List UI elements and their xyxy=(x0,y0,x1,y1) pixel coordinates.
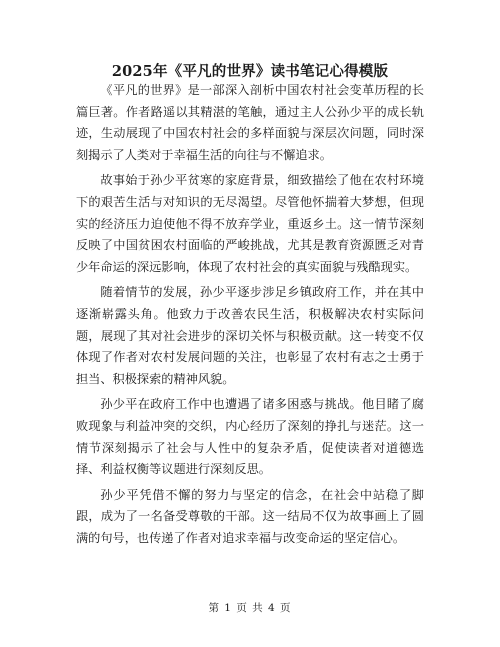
page-footer: 第 1 页 共 4 页 xyxy=(208,602,292,614)
paragraph-2: 故事始于孙少平贫寒的家庭背景，细致描绘了他在农村环境下的艰苦生活与对知识的无尽渴望。尽管他怀揣着大梦想，但现实的经济压力迫使他不得不放弃学业，重返乡土。这一情节深刻反映了中国贫困农村面临的严峻挑战，尤其是教育资源匮乏对青少年命运的深远影响，体现了农村社会的真实面貌与残酷现实。 xyxy=(76,173,424,274)
paragraph-5: 孙少平凭借不懈的努力与坚定的信念，在社会中站稳了脚跟，成为了一名备受尊敬的干部。这一结局不仅为故事画上了圆满的句号，也传递了作者对追求幸福与改变命运的坚定信心。 xyxy=(76,487,424,545)
paragraph-3: 随着情节的发展，孙少平逐步涉足乡镇政府工作，并在其中逐渐崭露头角。他致力于改善农民生活，积极解决农村实际问题，展现了其对社会进步的深切关怀与积极贡献。这一转变不仅体现了作者对农村发展问题的关注，也彰显了农村有志之士勇于担当、积极探索的精神风貌。 xyxy=(76,285,424,386)
paragraph-1: 《平凡的世界》是一部深入剖析中国农村社会变革历程的长篇巨著。作者路遥以其精湛的笔触，通过主人公孙少平的成长轨迹，生动展现了中国农村社会的多样面貌与深层次问题，同时深刻揭示了人类对于幸福生活的向往与不懈追求。 xyxy=(76,83,424,162)
document-body xyxy=(76,80,424,553)
document-title: 2025年《平凡的世界》读书笔记心得模版 xyxy=(111,63,389,80)
paragraph-4: 孙少平在政府工作中也遭遇了诸多困惑与挑战。他目睹了腐败现象与利益冲突的交织，内心经历了深刻的挣扎与迷茫。这一情节深刻揭示了社会与人性中的复杂矛盾，促使读者对道德选择、利益权衡等议题进行深刻反思。 xyxy=(76,397,424,477)
